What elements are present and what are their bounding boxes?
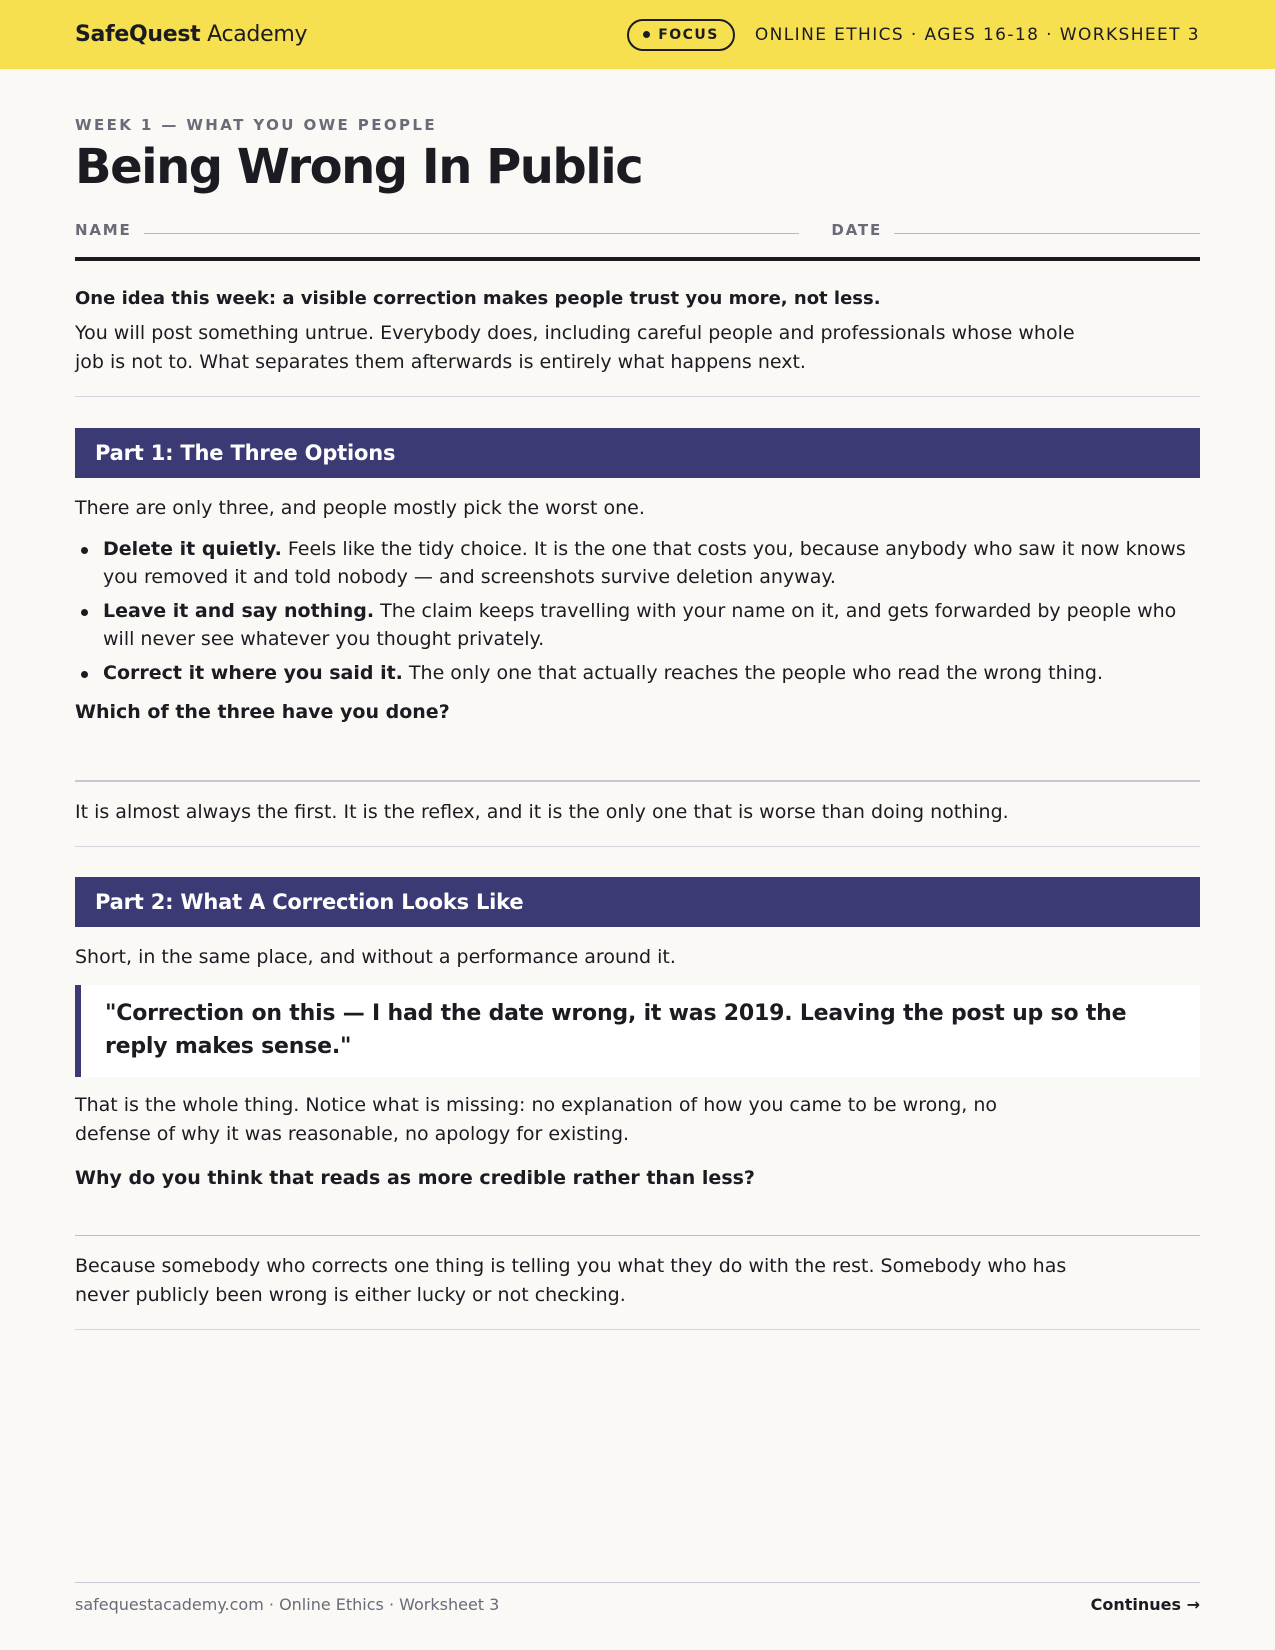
intro-lead: One idea this week: a visible correction makes people trust you more, not less.: [75, 288, 881, 310]
answer-line[interactable]: [75, 780, 1200, 782]
name-label: NAME: [75, 221, 132, 240]
intro-body: You will post something untrue. Everybody does, including careful people and professionals whose whole job is not to. What separates them afterwards is entirely what happens next.: [75, 322, 1075, 374]
part2-after: That is the whole thing. Notice what is missing: no explanation of how you came to be wrong, no defense of why it was reasonable, no apology for existing.: [75, 1094, 998, 1146]
date-label: DATE: [831, 221, 882, 240]
focus-badge: [627, 19, 735, 51]
part1-question: Which of the three have you done?: [75, 701, 450, 724]
part1-answer: It is almost always the first. It is the reflex, and it is the only one that is worse than doing nothing.: [75, 801, 1009, 824]
continues-label: Continues →: [1090, 1595, 1200, 1614]
option-text: The claim keeps travelling with your name on it, and gets forwarded by people who will never see whatever you thought privately.: [103, 600, 1177, 651]
name-date-row: [75, 213, 1200, 239]
header-meta: ONLINE ETHICS · AGES 16-18 · WORKSHEET 3: [754, 24, 1200, 45]
brand-logo: [75, 22, 307, 47]
page-title: Being Wrong In Public: [75, 139, 643, 195]
options-list: [75, 535, 1200, 687]
list-item: [75, 535, 1200, 591]
divider: [75, 846, 1200, 847]
page-header: [0, 0, 1275, 69]
part2-question: Why do you think that reads as more credible rather than less?: [75, 1167, 755, 1190]
option-text: The only one that actually reaches the people who read the wrong thing.: [402, 662, 1104, 685]
list-item: [75, 659, 1200, 687]
option-bold: Leave it and say nothing.: [103, 600, 375, 623]
dot-icon: [643, 31, 650, 38]
worksheet-content: [0, 116, 1275, 1330]
header-divider: [75, 257, 1200, 261]
option-bold: Correct it where you said it.: [103, 662, 403, 685]
part1-heading: Part 1: The Three Options: [75, 428, 1200, 478]
option-text: Feels like the tidy choice. It is the one that costs you, because anybody who saw it now knows you removed it and told nobody — and screenshots survive deletion anyway.: [103, 538, 1186, 589]
part2-heading: Part 2: What A Correction Looks Like: [75, 877, 1200, 927]
part1-intro: There are only three, and people mostly pick the worst one.: [75, 497, 645, 520]
header-right: [627, 19, 1200, 51]
name-field[interactable]: [144, 233, 800, 234]
divider: [75, 1329, 1200, 1330]
footer-source: safequestacademy.com · Online Ethics · Worksheet 3: [75, 1595, 500, 1614]
brand-name-bold: SafeQuest: [75, 22, 201, 47]
example-quote: "Correction on this — I had the date wrong, it was 2019. Leaving the post up so the reply makes sense.": [75, 985, 1200, 1077]
list-item: [75, 597, 1200, 653]
week-eyebrow: WEEK 1 — WHAT YOU OWE PEOPLE: [75, 116, 437, 134]
page-footer: [75, 1582, 1200, 1614]
date-field[interactable]: [894, 233, 1200, 234]
part2-intro: Short, in the same place, and without a performance around it.: [75, 946, 676, 969]
answer-line[interactable]: [75, 1235, 1200, 1236]
option-bold: Delete it quietly.: [103, 538, 282, 561]
divider: [75, 396, 1200, 397]
brand-name-light: Academy: [207, 22, 308, 47]
focus-label: FOCUS: [658, 26, 719, 43]
part2-answer: Because somebody who corrects one thing is telling you what they do with the rest. Somebody who has never publicly been wrong is either lucky or not checking.: [75, 1255, 1067, 1307]
